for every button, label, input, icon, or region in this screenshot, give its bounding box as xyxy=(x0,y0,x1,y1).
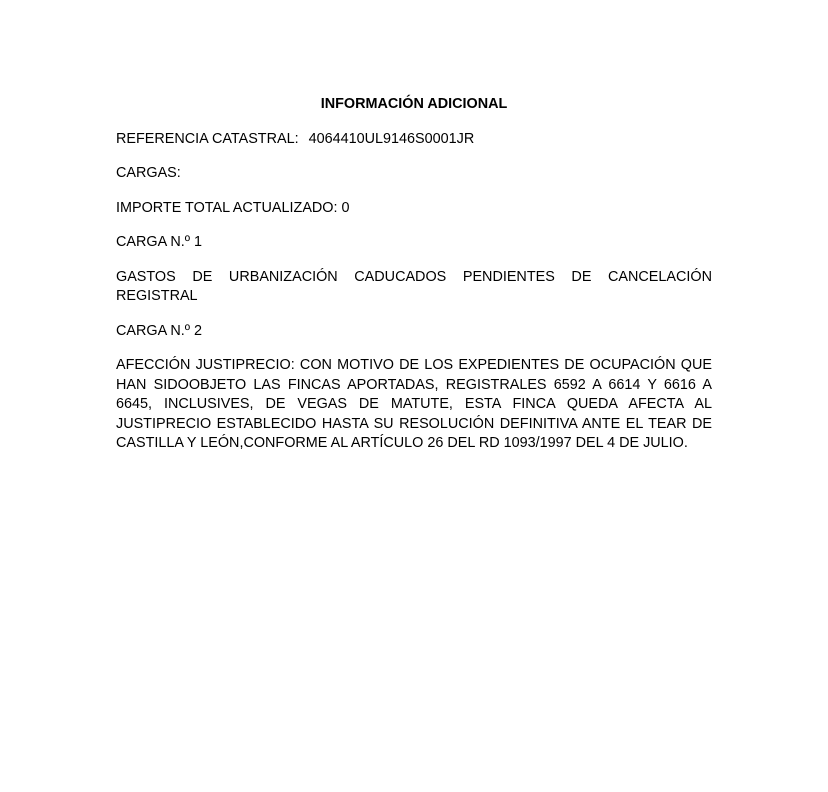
referencia-catastral-line xyxy=(116,130,712,150)
carga-2-heading: CARGA N.º 2 xyxy=(116,322,203,339)
document-title: INFORMACIÓN ADICIONAL xyxy=(320,96,508,112)
carga-1-text: GASTOS DE URBANIZACIÓN CADUCADOS PENDIENTES DE CANCELACIÓN REGISTRAL xyxy=(116,268,712,304)
importe-total-line: IMPORTE TOTAL ACTUALIZADO: 0 xyxy=(116,199,350,216)
referencia-catastral-label: REFERENCIA CATASTRAL: xyxy=(116,130,299,147)
cargas-label: CARGAS: xyxy=(116,165,181,181)
carga-1-heading: CARGA N.º 1 xyxy=(116,234,203,250)
document-body xyxy=(116,95,712,469)
carga-2-text: AFECCIÓN JUSTIPRECIO: CON MOTIVO DE LOS EXPEDIENTES DE OCUPACIÓN QUE HAN SIDOOBJETO LAS FINCAS APORTADAS, REGISTRALES 6592 A 6614 Y 6616 A 6645, INCLUSIVES, DE VEGAS DE MATUTE, ESTA FINCA QUEDA AFECTA AL JUSTIPRECIO ESTABLECIDO HASTA SU RESOLUCIÓN DEFINITIVA ANTE EL TEAR DE CASTILLA Y LEÓN,CONFORME AL ARTÍCULO 26 DEL RD 1093/1997 DEL 4 DE JULIO. xyxy=(116,357,712,451)
referencia-catastral-value: 4064410UL9146S0001JR xyxy=(308,130,475,147)
